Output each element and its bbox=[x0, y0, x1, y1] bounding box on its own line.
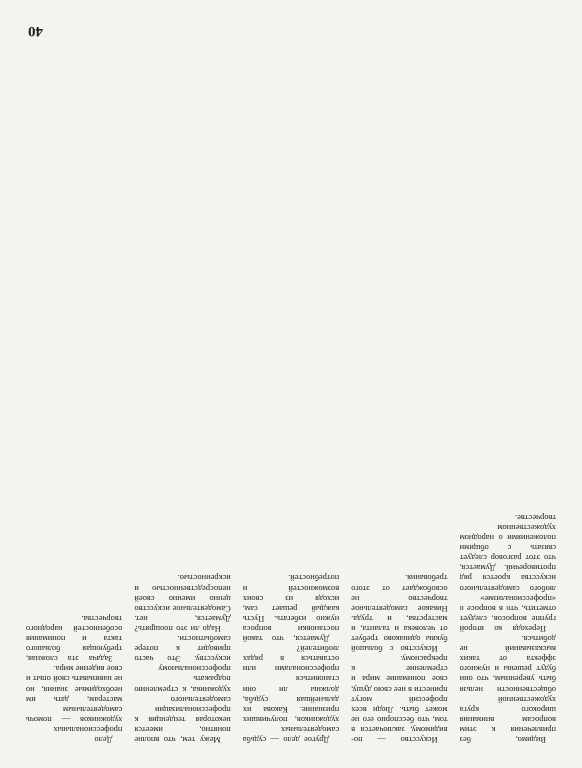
paragraph: Межу тем, что вполне понятно, имеется некоторая тенденция к профессионализации самодеятельного художника, к стремлению подражать профессиональному искусству. Это часто приводит к потере самобытности. bbox=[134, 634, 231, 744]
paragraph: Думается, что такой постановки вопроса нужно избегать. Пусть каждый решает сам, исходя из своих возможностей и потребностей. bbox=[242, 573, 340, 644]
paragraph: Переходя ко второй группе вопросов, следует отметить, что в вопросе о «профессионализме» любого самодеятельного искусства кроется ряд противоречий. Думается, что этот разговор следует связать с общими положениями о народном художественном творчестве. bbox=[459, 512, 556, 633]
paragraph: Искусство с большой буквы одинаково требует от человека и таланта, и мастерства, и труда. Никакое самодеятельное творчество не освобождает от этого требования. bbox=[351, 573, 448, 654]
article-body bbox=[26, 44, 556, 744]
paragraph: Видимо, без привлечения к этим вопросам внимания широкого круга художественной общественности нельзя быть уверенным, что они будут решены и нужного эффекта от таких высказываний не добиться. bbox=[459, 634, 556, 744]
text-column-4 bbox=[134, 44, 230, 744]
paragraph: Дело профессиональных художников — помочь самодеятельным мастерам, дать им необходимые знания, но не навязывать свой опыт и свое видение мира. bbox=[25, 664, 123, 744]
paragraph: Надо ли это поощрять? Думается, нет. Самодеятельное искусство ценно именно своей непосредственностью и искренностью. bbox=[134, 573, 231, 633]
text-column-2 bbox=[351, 44, 447, 744]
text-column-3 bbox=[243, 44, 339, 744]
paragraph: Другое дело — судьба самодеятельных художников, получивших признание. Какова их дальнейшая судьба, должны ли они становиться профессионалами или оставаться в рядах любителей? bbox=[242, 644, 340, 744]
page-number: 40 bbox=[28, 23, 43, 39]
paragraph: Задача эта сложная, требующая большого такта и понимания особенностей народного творчества. bbox=[25, 613, 123, 664]
paragraph: Искусство — по-видимому, заключается в том, что бесспорно его не может быть. Люди всех профессий могут принести в нее свою душу, свое понимание мира и стремление к прекрасному. bbox=[351, 654, 448, 744]
text-column-1 bbox=[460, 44, 556, 744]
text-column-5 bbox=[26, 44, 122, 744]
